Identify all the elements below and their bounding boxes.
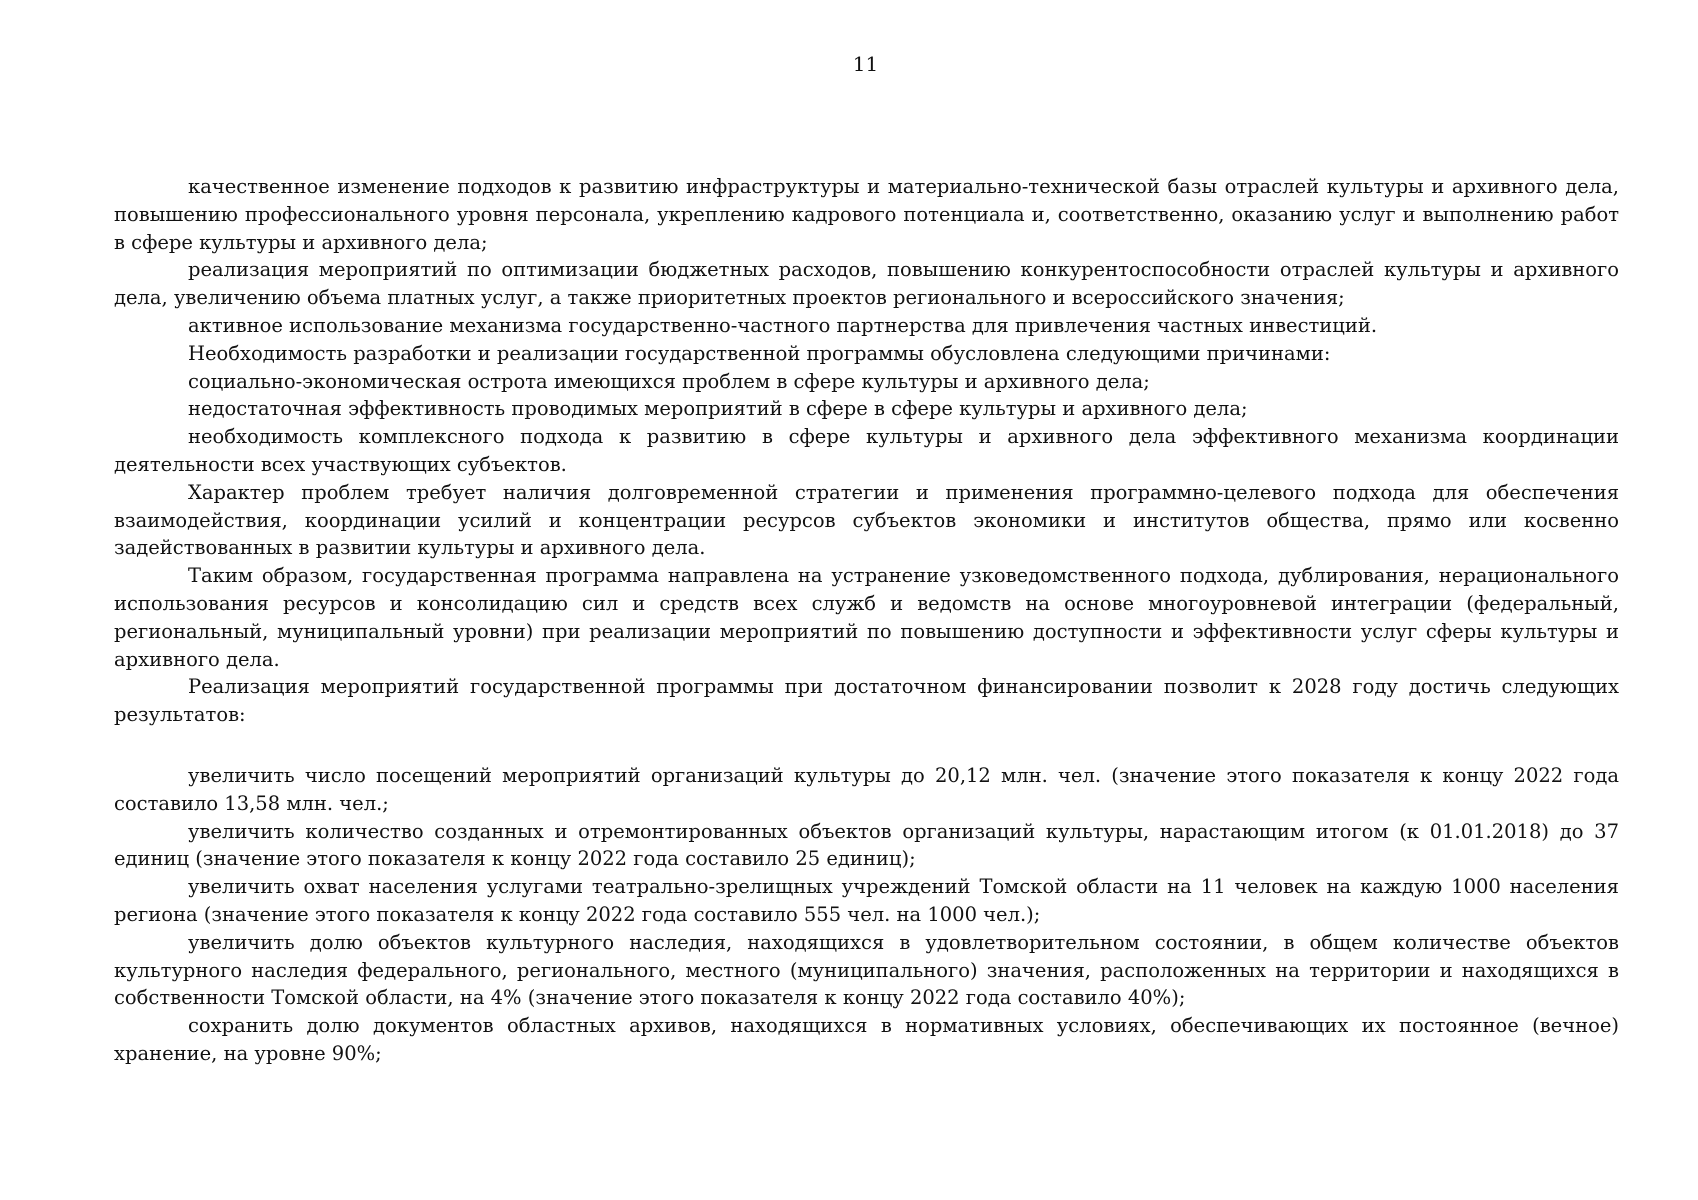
paragraph: Необходимость разработки и реализации государственной программы обусловлена следующими причинами:	[188, 341, 1331, 365]
result-item: увеличить охват населения услугами театрально-зрелищных учреждений Томской области на 11 человек на каждую 1000 населения региона (значение этого показателя к концу 2022 года составило 555 чел. на 1000 чел.);	[114, 875, 1619, 926]
paragraph: качественное изменение подходов к развитию инфраструктуры и материально-технической базы отраслей культуры и архивного дела, повышению профессионального уровня персонала, укреплению кадрового потенциала и, соответственно, оказанию услуг и выполнению работ в сфере культуры и архивного дела;	[114, 175, 1619, 254]
result-item: увеличить количество созданных и отремонтированных объектов организаций культуры, нарастающим итогом (к 01.01.2018) до 37 единиц (значение этого показателя к концу 2022 года составило 25 единиц);	[114, 819, 1619, 871]
paragraph: недостаточная эффективность проводимых мероприятий в сфере в сфере культуры и архивного дела;	[188, 397, 1248, 421]
text-block-top	[114, 173, 1619, 729]
paragraph: Таким образом, государственная программа направлена на устранение узковедомственного подхода, дублирования, нерационального использования ресурсов и консолидацию сил и средств всех служб и ведомств на основе многоуровневой интеграции (федеральный, региональный, муниципальный уровни) при реализации мероприятий по повышению доступности и эффективности услуг сферы культуры и архивного дела.	[114, 564, 1619, 671]
paragraph: реализация мероприятий по оптимизации бюджетных расходов, повышению конкурентоспособности отраслей культуры и архивного дела, увеличению объема платных услуг, а также приоритетных проектов регионального и всероссийского значения;	[114, 258, 1619, 310]
paragraph: необходимость комплексного подхода к развитию в сфере культуры и архивного дела эффективного механизма координации деятельности всех участвующих субъектов.	[114, 425, 1619, 476]
paragraph: Реализация мероприятий государственной программы при достаточном финансировании позволит к 2028 году достичь следующих результатов:	[114, 675, 1619, 727]
paragraph: Характер проблем требует наличия долговременной стратегии и применения программно-целевого подхода для обеспечения взаимодействия, координации усилий и концентрации ресурсов субъектов экономики и институтов общества, прямо или косвенно задействованных в развитии культуры и архивного дела.	[114, 480, 1619, 560]
result-item: увеличить число посещений мероприятий организаций культуры до 20,12 млн. чел. (значение этого показателя к концу 2022 года составило 13,58 млн. чел.;	[114, 764, 1619, 815]
page-number: 11	[852, 52, 879, 76]
paragraph: социально-экономическая острота имеющихся проблем в сфере культуры и архивного дела;	[188, 369, 1150, 393]
text-block-results	[114, 762, 1619, 1068]
paragraph: активное использование механизма государственно-частного партнерства для привлечения частных инвестиций.	[188, 313, 1378, 337]
result-item: увеличить долю объектов культурного наследия, находящихся в удовлетворительном состоянии, в общем количестве объектов культурного наследия федерального, регионального, местного (муниципального) значения, расположенных на территории и находящихся в собственности Томской области, на 4% (значение этого показателя к концу 2022 года составило 40%);	[114, 930, 1619, 1010]
result-item: сохранить долю документов областных архивов, находящихся в нормативных условиях, обеспечивающих их постоянное (вечное) хранение, на уровне 90%;	[114, 1014, 1619, 1065]
